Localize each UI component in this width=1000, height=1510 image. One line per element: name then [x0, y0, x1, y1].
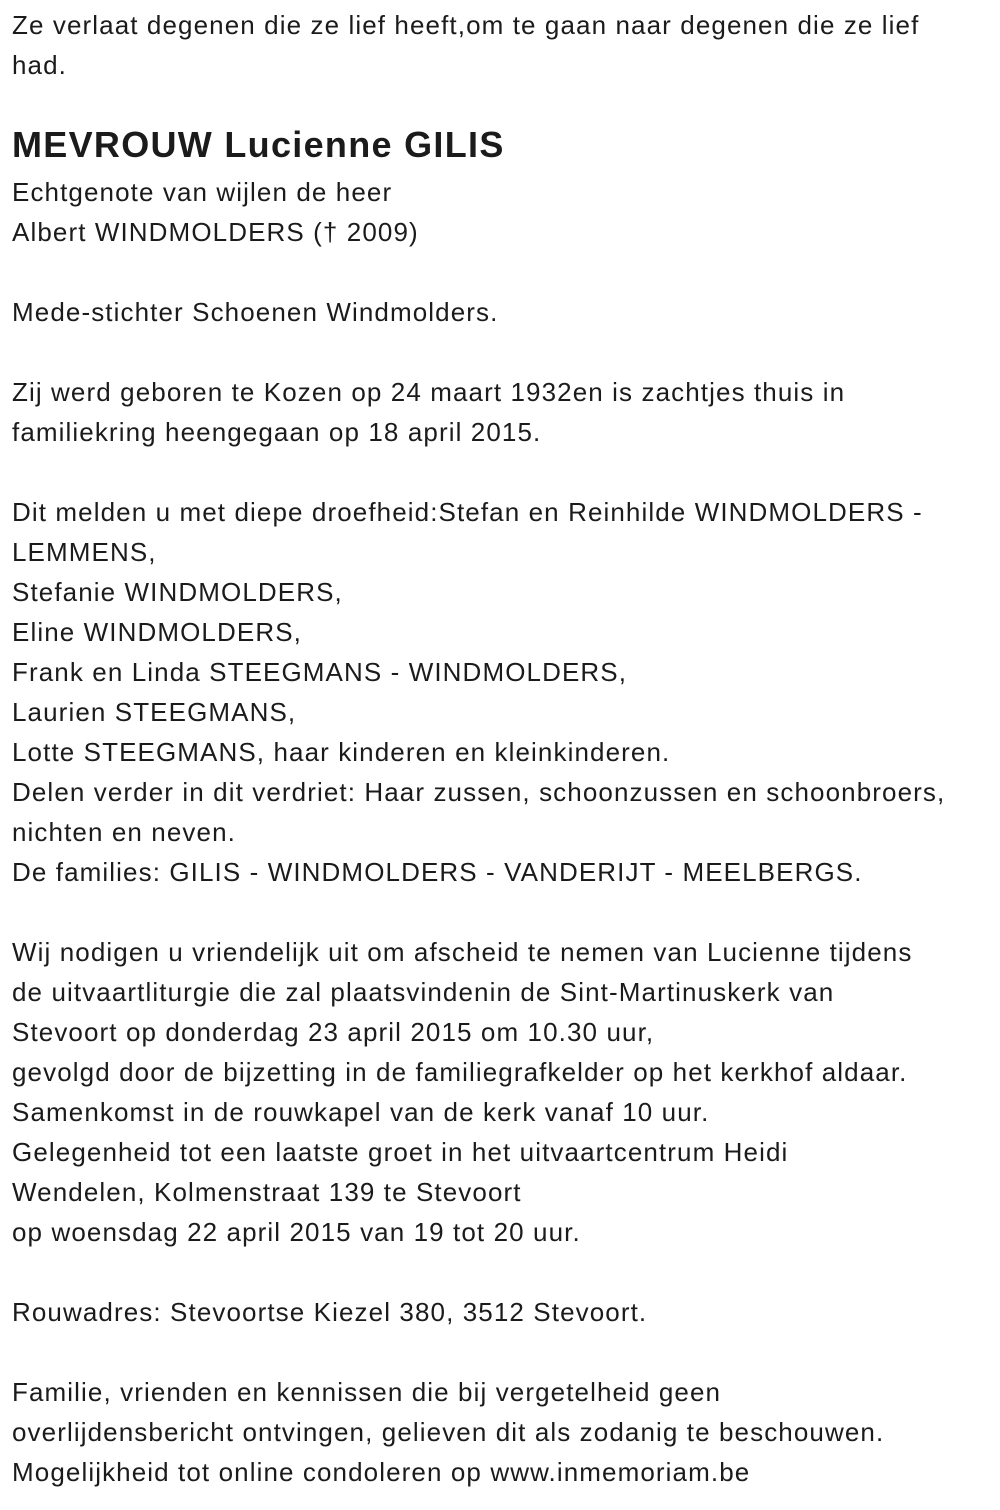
family-paragraph	[12, 492, 1000, 892]
spacer	[12, 252, 1000, 292]
spouse-line: Echtgenote van wijlen de heer	[12, 177, 393, 207]
closing-line: overlijdensbericht ontvingen, gelieven dit als zodanig te beschouwen.	[12, 1417, 885, 1447]
condolence-website-link[interactable]: www.inmemoriam.be	[490, 1457, 751, 1487]
death-notice	[0, 5, 1000, 1492]
funeral-line: op woensdag 22 april 2015 van 19 tot 20 uur.	[12, 1217, 581, 1247]
funeral-line: Gelegenheid tot een laatste groet in het uitvaartcentrum Heidi	[12, 1137, 789, 1167]
funeral-line: Samenkomst in de rouwkapel van de kerk vanaf 10 uur.	[12, 1097, 710, 1127]
spacer	[12, 892, 1000, 932]
spouse-line: Albert WINDMOLDERS († 2009)	[12, 217, 419, 247]
spacer	[12, 1332, 1000, 1372]
funeral-line: Wij nodigen u vriendelijk uit om afscheid te nemen van Lucienne tijdens	[12, 937, 913, 967]
family-line: Frank en Linda STEEGMANS - WINDMOLDERS,	[12, 657, 628, 687]
deceased-name: MEVROUW Lucienne GILIS	[12, 124, 505, 165]
funeral-line: Wendelen, Kolmenstraat 139 te Stevoort	[12, 1177, 522, 1207]
quote-line: Ze verlaat degenen die ze lief heeft,om te gaan naar degenen die ze lief	[12, 10, 920, 40]
spacer	[12, 452, 1000, 492]
spacer	[12, 332, 1000, 372]
funeral-line: de uitvaartliturgie die zal plaatsvindenin de Sint-Martinuskerk van	[12, 977, 835, 1007]
family-line: Delen verder in dit verdriet: Haar zussen, schoonzussen en schoonbroers,	[12, 777, 946, 807]
closing-paragraph	[12, 1372, 1000, 1492]
family-line: LEMMENS,	[12, 537, 157, 567]
funeral-line: Stevoort op donderdag 23 april 2015 om 10.30 uur,	[12, 1017, 655, 1047]
spouse-info	[12, 172, 1000, 252]
birth-death-line: Zij werd geboren te Kozen op 24 maart 1932en is zachtjes thuis in	[12, 377, 846, 407]
funeral-paragraph	[12, 932, 1000, 1252]
role-line: Mede-stichter Schoenen Windmolders.	[12, 297, 499, 327]
family-line: Stefanie WINDMOLDERS,	[12, 577, 343, 607]
closing-line: Familie, vrienden en kennissen die bij vergetelheid geen	[12, 1377, 722, 1407]
birth-death-paragraph	[12, 372, 1000, 452]
family-line: De families: GILIS - WINDMOLDERS - VANDERIJT - MEELBERGS.	[12, 857, 863, 887]
quote-line: had.	[12, 50, 68, 80]
family-line: Eline WINDMOLDERS,	[12, 617, 302, 647]
family-line: Laurien STEEGMANS,	[12, 697, 297, 727]
family-line: Lotte STEEGMANS, haar kinderen en kleinkinderen.	[12, 737, 671, 767]
family-line: Dit melden u met diepe droefheid:Stefan en Reinhilde WINDMOLDERS -	[12, 497, 923, 527]
spacer	[12, 1252, 1000, 1292]
mourning-address: Rouwadres: Stevoortse Kiezel 380, 3512 Stevoort.	[12, 1297, 648, 1327]
spacer	[12, 85, 1000, 125]
funeral-line: gevolgd door de bijzetting in de familiegrafkelder op het kerkhof aldaar.	[12, 1057, 908, 1087]
condolence-prefix: Mogelijkheid tot online condoleren op	[12, 1457, 491, 1487]
birth-death-line: familiekring heengegaan op 18 april 2015.	[12, 417, 542, 447]
condolence-line	[12, 1452, 1000, 1492]
quote	[12, 5, 1000, 85]
family-line: nichten en neven.	[12, 817, 236, 847]
